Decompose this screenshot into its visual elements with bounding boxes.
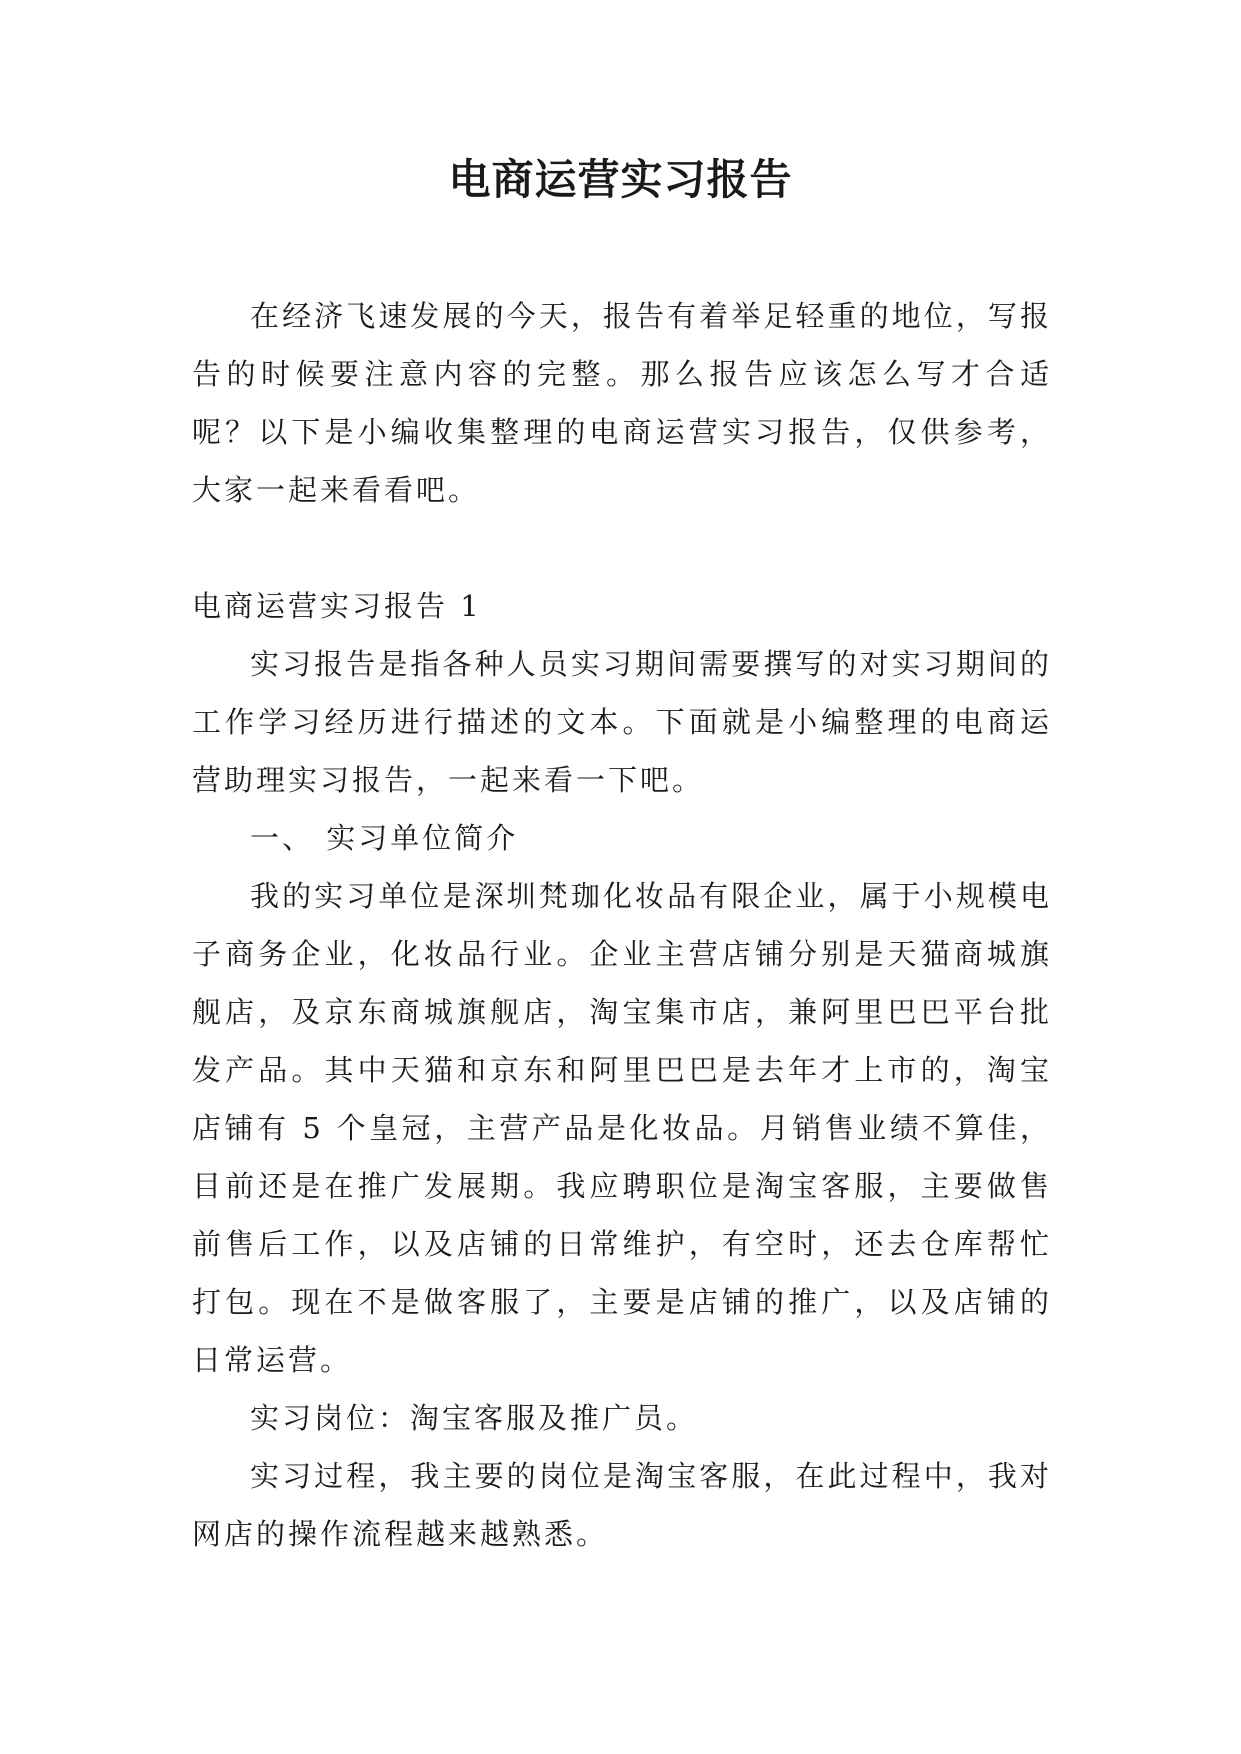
intro-paragraph: 在经济飞速发展的今天，报告有着举足轻重的地位，写报告的时候要注意内容的完整。那么报告应该怎么写才合适呢？以下是小编收集整理的电商运营实习报告，仅供参考，大家一起来看看吧。 xyxy=(192,299,1052,507)
subsection-heading: 一、 实习单位简介 xyxy=(250,821,519,855)
body-paragraph-2: 我的实习单位是深圳梵珈化妆品有限企业，属于小规模电子商务企业，化妆品行业。企业主营店铺分别是天猫商城旗舰店，及京东商城旗舰店，淘宝集市店，兼阿里巴巴平台批发产品。其中天猫和京东和阿里巴巴是去年才上市的，淘宝店铺有 5 个皇冠，主营产品是化妆品。月销售业绩不算佳，目前还是在推广发展期。我应聘职位是淘宝客服，主要做售前售后工作，以及店铺的日常维护，有空时，还去仓库帮忙打包。现在不是做客服了，主要是店铺的推广，以及店铺的日常运营。 xyxy=(192,879,1052,1377)
body-paragraph-3: 实习岗位：淘宝客服及推广员。 xyxy=(250,1401,699,1435)
section-heading: 电商运营实习报告 1 xyxy=(192,589,482,623)
body-paragraph-4: 实习过程，我主要的岗位是淘宝客服，在此过程中，我对网店的操作流程越来越熟悉。 xyxy=(192,1459,1052,1551)
document-title: 电商运营实习报告 xyxy=(448,155,793,204)
paragraph-gap xyxy=(192,519,1052,577)
body-paragraph-1: 实习报告是指各种人员实习期间需要撰写的对实习期间的工作学习经历进行描述的文本。下面就是小编整理的电商运营助理实习报告，一起来看一下吧。 xyxy=(192,647,1052,797)
document-body xyxy=(192,287,1052,1563)
